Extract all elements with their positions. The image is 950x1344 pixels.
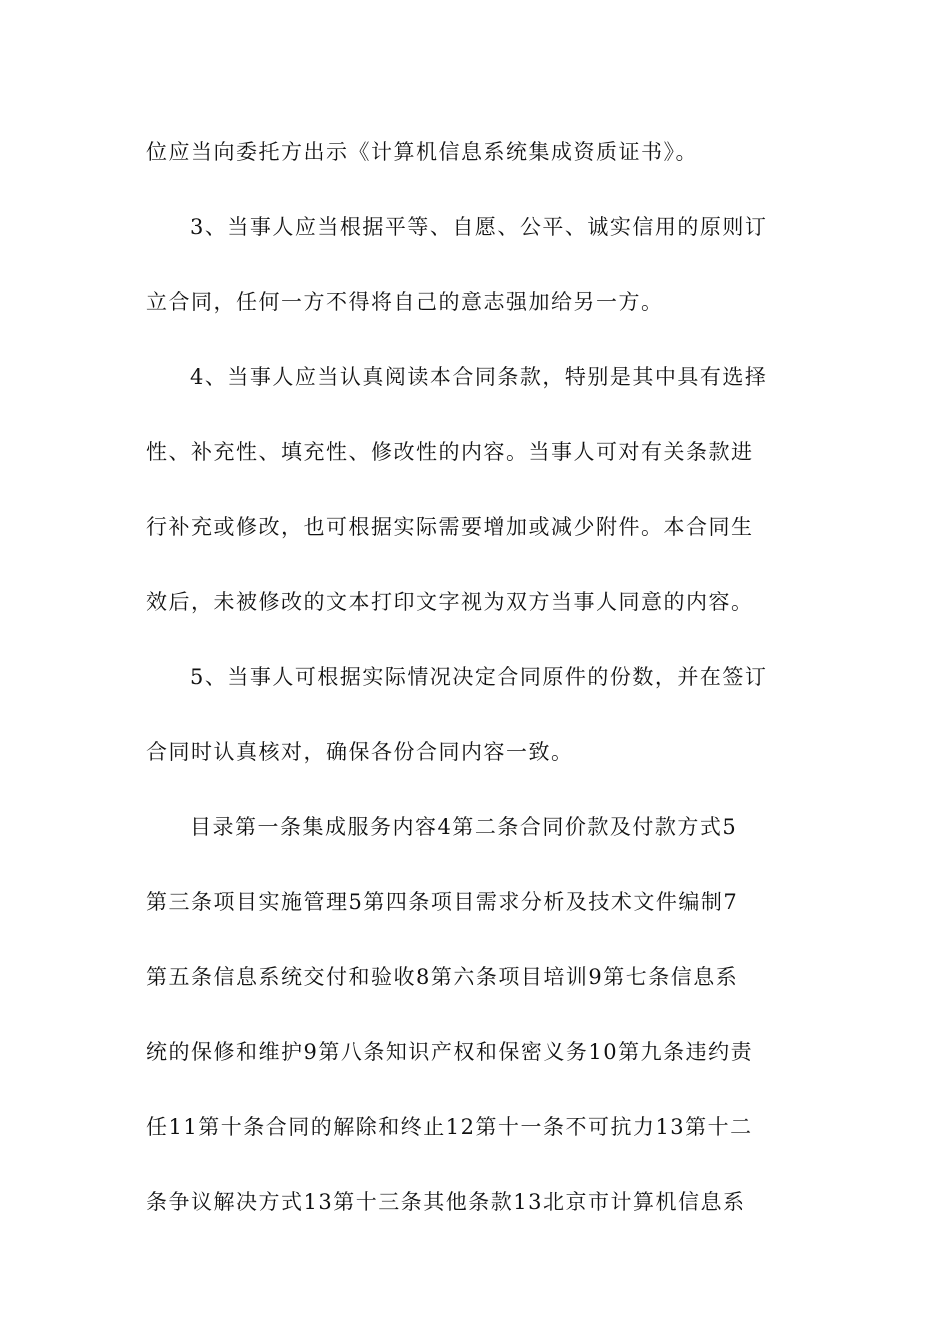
clause-4-line: 4、当事人应当认真阅读本合同条款，特别是其中具有选择 — [190, 365, 768, 389]
toc-line: 条争议解决方式13第十三条其他条款13北京市计算机信息系 — [146, 1190, 746, 1214]
toc-line: 第三条项目实施管理5第四条项目需求分析及技术文件编制7 — [146, 890, 739, 914]
text-line: 效后，未被修改的文本打印文字视为双方当事人同意的内容。 — [146, 590, 754, 614]
text-line: 立合同，任何一方不得将自己的意志强加给另一方。 — [146, 290, 664, 314]
toc-line: 目录第一条集成服务内容4第二条合同价款及付款方式5 — [190, 815, 738, 839]
clause-3-line: 3、当事人应当根据平等、自愿、公平、诚实信用的原则订 — [190, 215, 768, 239]
toc-line: 任11第十条合同的解除和终止12第十一条不可抗力13第十二 — [146, 1115, 753, 1139]
text-line: 位应当向委托方出示《计算机信息系统集成资质证书》。 — [146, 140, 698, 164]
text-line: 性、补充性、填充性、修改性的内容。当事人可对有关条款进 — [146, 440, 754, 464]
toc-line: 统的保修和维护9第八条知识产权和保密义务10第九条违约责 — [146, 1040, 754, 1064]
text-line: 合同时认真核对，确保各份合同内容一致。 — [146, 740, 574, 764]
clause-5-line: 5、当事人可根据实际情况决定合同原件的份数，并在签订 — [190, 665, 768, 689]
text-line: 行补充或修改，也可根据实际需要增加或减少附件。本合同生 — [146, 515, 754, 539]
toc-line: 第五条信息系统交付和验收8第六条项目培训9第七条信息系 — [146, 965, 739, 989]
